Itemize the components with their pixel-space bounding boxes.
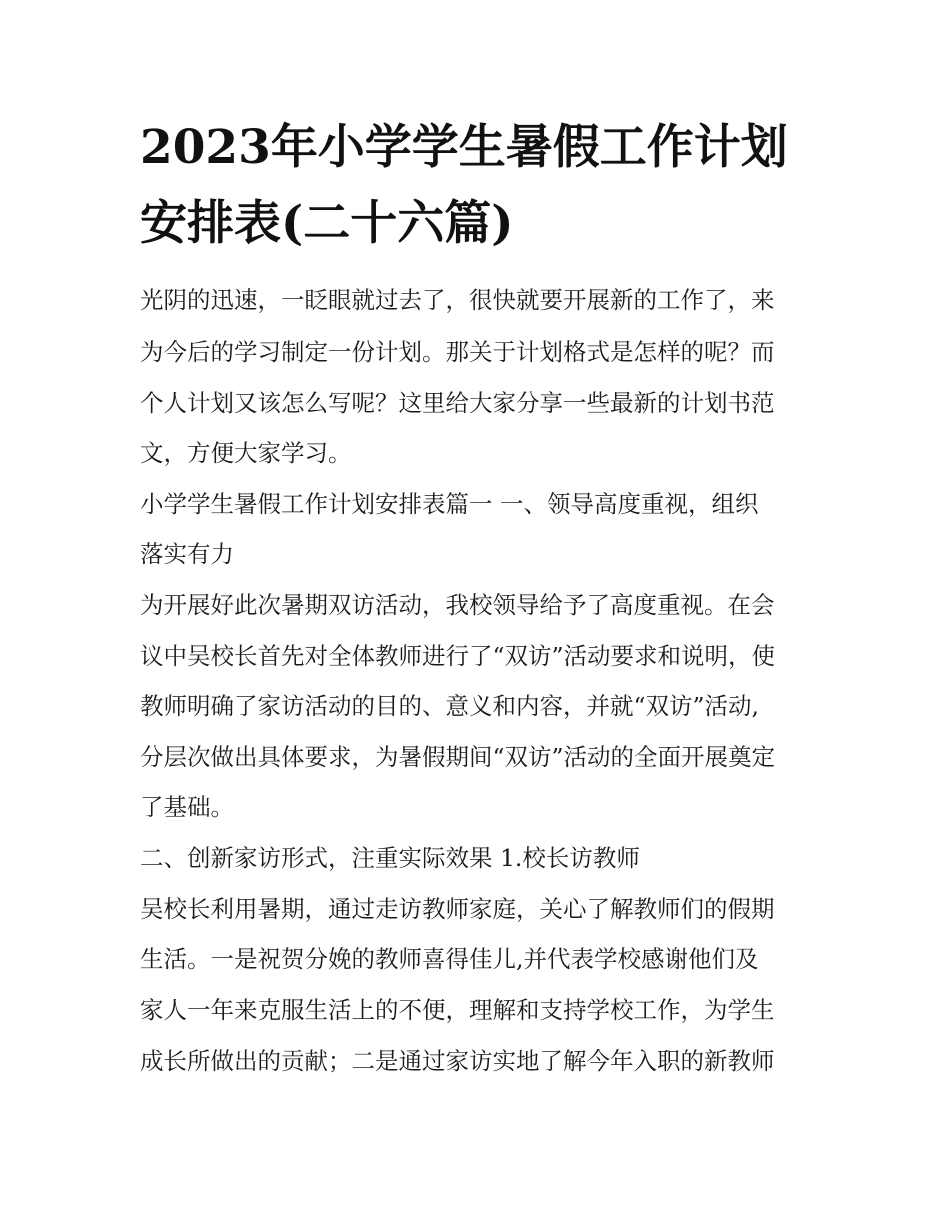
body-line: 光阴的迅速，一眨眼就过去了，很快就要开展新的工作了，来	[140, 286, 775, 314]
title-year: 2023	[140, 120, 271, 175]
body-line: 教师明确了家访活动的目的、意义和内容，并就“双访”活动,	[140, 692, 759, 720]
body-line: 成长所做出的贡献；二是通过家访实地了解今年入职的新教师	[140, 1047, 775, 1075]
document-title-line-1	[140, 110, 820, 186]
body-line: 了基础。	[140, 793, 234, 821]
body-line: 小学学生暑假工作计划安排表篇一 一、领导高度重视，组织	[140, 490, 759, 518]
body-line: 家人一年来克服生活上的不便，理解和支持学校工作，为学生	[140, 996, 775, 1024]
body-line: 文，方便大家学习。	[140, 439, 352, 467]
body-line: 个人计划又该怎么写呢？这里给大家分享一些最新的计划书范	[140, 389, 775, 417]
document-title-line-2: 安排表(二十六篇)	[140, 196, 514, 251]
body-line: 为开展好此次暑期双访活动，我校领导给予了高度重视。在会	[140, 591, 775, 619]
body-line: 为今后的学习制定一份计划。那关于计划格式是怎样的呢？而	[140, 338, 775, 366]
body-line: 吴校长利用暑期，通过走访教师家庭，关心了解教师们的假期	[140, 895, 775, 923]
title-line-1-text: 年小学学生暑假工作计划	[270, 120, 788, 175]
body-line: 议中吴校长首先对全体教师进行了“双访”活动要求和说明，使	[140, 642, 776, 670]
body-line: 分层次做出具体要求，为暑假期间“双访”活动的全面开展奠定	[140, 743, 776, 771]
body-line: 二、创新家访形式，注重实际效果 1.校长访教师	[140, 844, 640, 872]
body-line: 落实有力	[140, 540, 234, 568]
body-line: 生活。一是祝贺分娩的教师喜得佳儿,并代表学校感谢他们及	[140, 945, 759, 973]
